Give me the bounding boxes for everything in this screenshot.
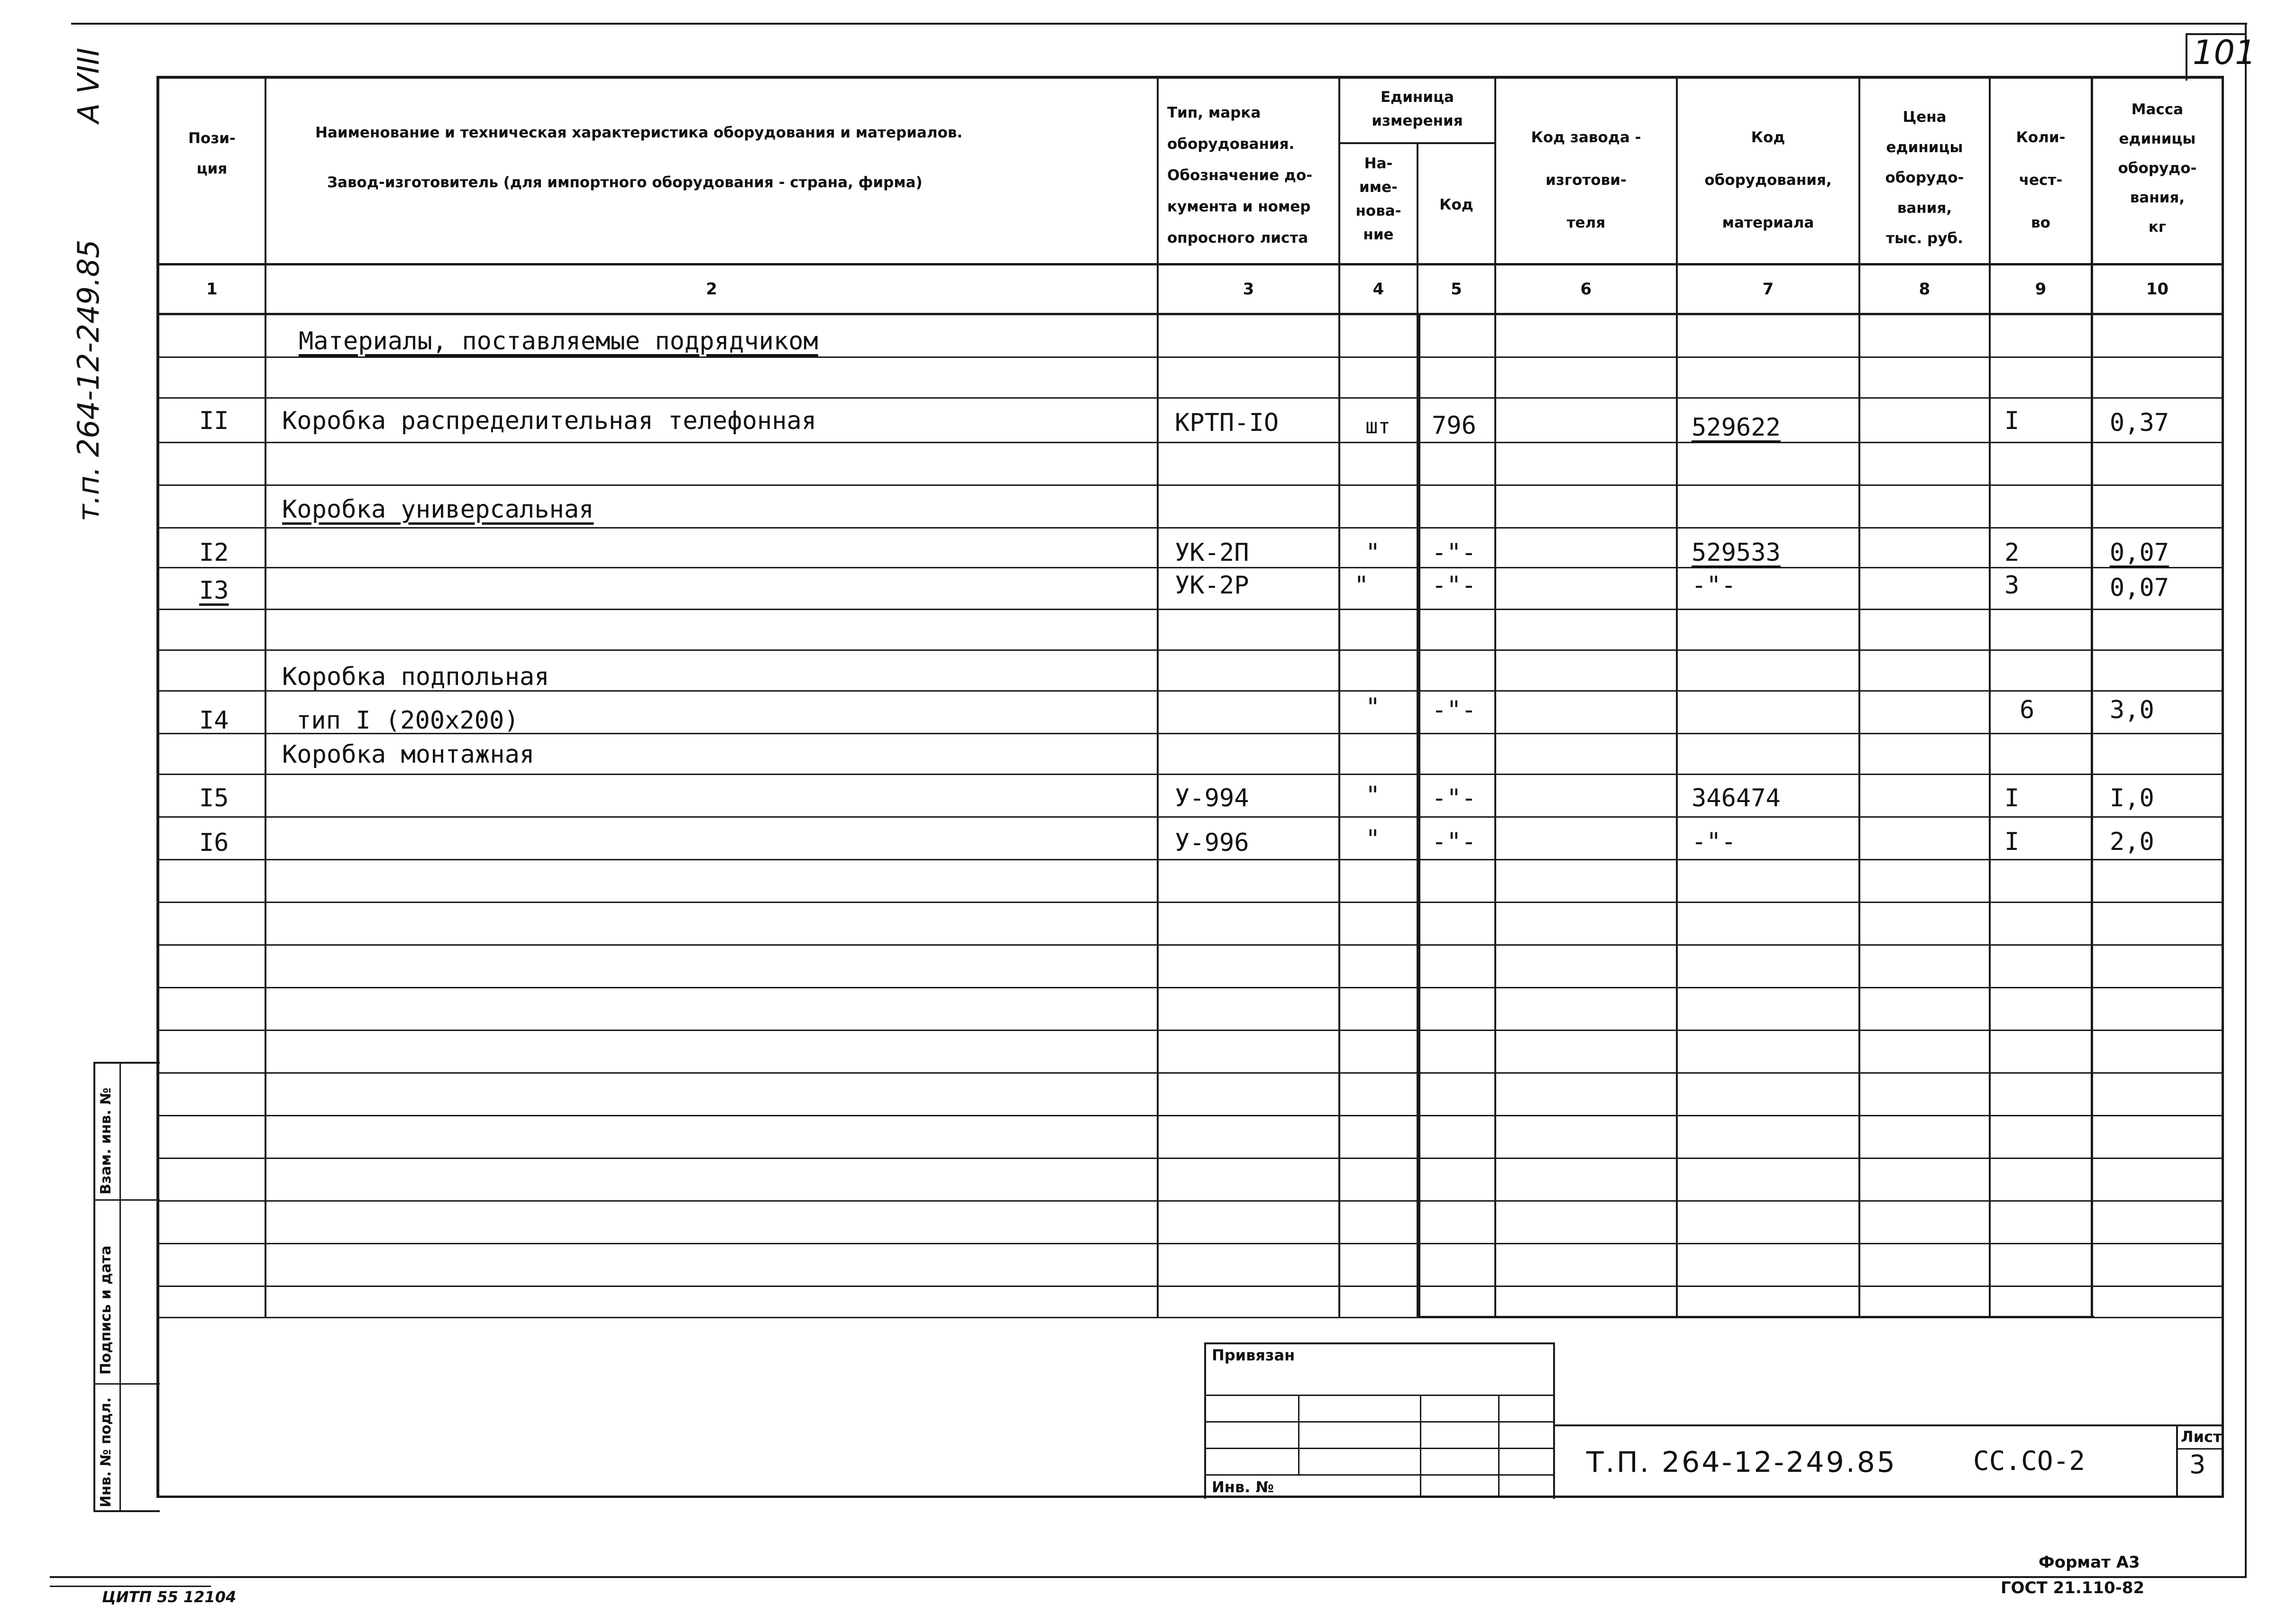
stamp-inventory-label: Инв. № bbox=[1212, 1478, 1274, 1496]
stamp-rule bbox=[1204, 1474, 1555, 1476]
row-rule bbox=[156, 859, 2223, 860]
row-unit: " bbox=[1365, 781, 1381, 810]
row-rule bbox=[156, 527, 2223, 529]
row-mass: 0,37 bbox=[2110, 409, 2169, 437]
row-rule bbox=[156, 1072, 2223, 1074]
row-type: У-996 bbox=[1175, 829, 1249, 857]
side-field-original-inventory: Инв. № подл. bbox=[98, 1397, 114, 1507]
row-type: У-994 bbox=[1175, 784, 1249, 812]
row-heading-floor-box: Коробка подпольная bbox=[282, 663, 549, 691]
col-rule-2 bbox=[1157, 76, 1159, 1318]
side-album-number: А VIII bbox=[71, 47, 106, 123]
colnum-4: 4 bbox=[1372, 280, 1384, 299]
row-mass: 0,07 bbox=[2110, 574, 2169, 602]
row-position: I6 bbox=[199, 829, 229, 857]
side-strip-sep bbox=[93, 1383, 160, 1385]
stamp-linked-label: Привязан bbox=[1212, 1346, 1295, 1364]
stamp-vrule bbox=[1298, 1395, 1299, 1475]
header-type: Тип, марка оборудования. Обозначение до- кумента и номер опросного листа bbox=[1167, 104, 1313, 246]
row-rule bbox=[156, 1115, 2223, 1116]
header-position: Пози- ция bbox=[188, 130, 236, 177]
col-rule-5 bbox=[1494, 76, 1496, 1318]
row-material-code: -"- bbox=[1692, 828, 1736, 856]
col-rule-9 bbox=[2091, 76, 2093, 1318]
row-unit-code: -"- bbox=[1432, 538, 1476, 567]
side-strip-sep bbox=[93, 1199, 160, 1201]
stamp-vrule bbox=[1420, 1395, 1421, 1498]
header-mass: Масса единицы оборудо- вания, кг bbox=[2118, 101, 2197, 236]
row-quantity: I bbox=[2004, 784, 2020, 812]
row-position: I5 bbox=[199, 784, 229, 812]
row-position: I4 bbox=[199, 706, 229, 735]
row-rule bbox=[156, 649, 2223, 651]
row-mass: 0,07 bbox=[2110, 538, 2169, 567]
header-material-code: Код оборудования, материала bbox=[1704, 129, 1832, 231]
row-rule bbox=[156, 1286, 2223, 1287]
row-rule bbox=[156, 774, 2223, 775]
row-rule bbox=[156, 567, 2223, 568]
row-quantity: 6 bbox=[2020, 696, 2035, 724]
row-unit-code: -"- bbox=[1432, 828, 1476, 856]
table-bottom bbox=[156, 1496, 2223, 1498]
top-rule bbox=[71, 23, 2247, 25]
colnum-2: 2 bbox=[706, 280, 717, 299]
row-type: КРТП-IO bbox=[1175, 409, 1279, 437]
row-rule bbox=[156, 1243, 2223, 1244]
row-rule bbox=[156, 609, 2223, 610]
table-right bbox=[2222, 76, 2224, 1498]
row-mass: I,0 bbox=[2110, 784, 2154, 812]
row-material-code: 529533 bbox=[1692, 538, 1781, 567]
row-material-code: -"- bbox=[1692, 571, 1736, 600]
header-name-line1: Наименование и техническая характеристика оборудования и материалов. bbox=[315, 124, 963, 141]
colnum-9: 9 bbox=[2035, 280, 2047, 299]
stamp-top bbox=[1204, 1342, 1555, 1344]
side-field-signature-date: Подпись и дата bbox=[98, 1245, 114, 1375]
stamp-mark: СС.СО-2 bbox=[1973, 1446, 2086, 1477]
footer-citp: ЦИТП 55 12104 bbox=[102, 1588, 237, 1606]
row-rule bbox=[156, 944, 2223, 946]
side-strip-bottom bbox=[93, 1510, 160, 1512]
row-name: тип I (200x200) bbox=[296, 706, 519, 735]
row-unit: шт bbox=[1365, 414, 1390, 438]
row-heading-universal: Коробка универсальная bbox=[282, 495, 594, 524]
row-position: I2 bbox=[199, 538, 229, 567]
row-unit-code: 796 bbox=[1432, 411, 1476, 440]
row-unit: " bbox=[1354, 571, 1369, 600]
col-rule-8 bbox=[1989, 76, 1991, 1318]
row-name: Коробка распределительная телефонная bbox=[282, 407, 817, 435]
row-rule bbox=[156, 397, 2223, 399]
row-material-code: 346474 bbox=[1692, 784, 1781, 812]
bottom-rule bbox=[50, 1576, 2247, 1578]
header-name-line2: Завод-изготовитель (для импортного оборудования - страна, фирма) bbox=[327, 174, 923, 191]
row-rule bbox=[156, 484, 2223, 486]
row-rule bbox=[156, 1158, 2223, 1159]
row-rule bbox=[156, 356, 2223, 358]
colnum-bottom bbox=[156, 313, 2223, 315]
row-rule bbox=[156, 1030, 2223, 1031]
stamp-rule bbox=[1204, 1448, 1555, 1449]
header-price: Цена единицы оборудо- вания, тыс. руб. bbox=[1885, 109, 1964, 247]
row-rule bbox=[156, 1317, 2223, 1318]
colnum-1: 1 bbox=[206, 280, 218, 299]
colnum-8: 8 bbox=[1919, 280, 1930, 299]
side-field-replaced-inventory: Взам. инв. № bbox=[98, 1087, 114, 1195]
title-block-top bbox=[1553, 1424, 2224, 1426]
side-strip-divider bbox=[119, 1062, 121, 1512]
header-unit-code: Код bbox=[1439, 196, 1473, 213]
row-type: УК-2П bbox=[1175, 538, 1249, 567]
row-unit: " bbox=[1365, 538, 1381, 567]
row-heading-mounting-box: Коробка монтажная bbox=[282, 740, 535, 769]
row-rule bbox=[156, 442, 2223, 443]
row-rule bbox=[156, 816, 2223, 818]
colnum-3: 3 bbox=[1243, 280, 1254, 299]
row-quantity: 3 bbox=[2004, 571, 2020, 600]
sheet-label: Лист bbox=[2181, 1428, 2222, 1446]
row-unit: " bbox=[1365, 825, 1381, 853]
row-rule bbox=[156, 987, 2223, 988]
row-heading-materials: Материалы, поставляемые подрядчиком bbox=[299, 327, 818, 356]
row-mass: 3,0 bbox=[2110, 696, 2154, 724]
colnum-7: 7 bbox=[1762, 280, 1774, 299]
header-quantity: Коли- чест- во bbox=[2016, 129, 2066, 231]
row-unit: " bbox=[1365, 693, 1381, 721]
row-rule bbox=[156, 902, 2223, 903]
col-rule-6 bbox=[1676, 76, 1678, 1318]
colnum-6: 6 bbox=[1580, 280, 1592, 299]
sheet-number: 3 bbox=[2189, 1450, 2206, 1479]
row-quantity: 2 bbox=[2004, 538, 2020, 567]
side-strip-top bbox=[93, 1062, 160, 1064]
col-rule-3 bbox=[1338, 76, 1340, 1318]
header-unit-group: Единица измерения bbox=[1372, 89, 1463, 129]
footer-format: Формат А3 bbox=[2039, 1553, 2140, 1572]
stamp-vrule bbox=[1498, 1395, 1500, 1498]
col-rule-7 bbox=[1858, 76, 1860, 1318]
row-unit-code: -"- bbox=[1432, 784, 1476, 812]
header-factory-code: Код завода - изготови- теля bbox=[1531, 129, 1641, 231]
stamp-rule bbox=[1204, 1395, 1555, 1396]
row-material-code: 529622 bbox=[1692, 413, 1781, 442]
row-unit-code: -"- bbox=[1432, 571, 1476, 600]
colnum-5: 5 bbox=[1451, 280, 1462, 299]
colnum-10: 10 bbox=[2146, 280, 2169, 299]
row-type: УК-2Р bbox=[1175, 571, 1249, 600]
unit-group-rule bbox=[1338, 142, 1496, 144]
sheet-box-left bbox=[2176, 1424, 2178, 1498]
row-unit-code: -"- bbox=[1432, 696, 1476, 724]
footer-gost: ГОСТ 21.110-82 bbox=[2001, 1578, 2145, 1597]
stamp-rule bbox=[1204, 1421, 1555, 1423]
row-rule bbox=[156, 1200, 2223, 1202]
row-mass: 2,0 bbox=[2110, 828, 2154, 856]
footer-rule-left bbox=[50, 1586, 211, 1587]
col-rule-1 bbox=[265, 76, 266, 1318]
stamp-document-code: Т.П. 264-12-249.85 bbox=[1586, 1446, 1897, 1479]
row-quantity: I bbox=[2004, 407, 2020, 435]
row-position: II bbox=[199, 407, 229, 435]
page-number: 101 bbox=[2193, 33, 2256, 72]
row-position: I3 bbox=[199, 576, 229, 605]
row-quantity: I bbox=[2004, 828, 2020, 856]
header-unit-name: На- име- нова- ние bbox=[1355, 155, 1401, 243]
page-number-box-left bbox=[2186, 33, 2187, 81]
side-strip-left bbox=[93, 1062, 95, 1512]
table-top bbox=[156, 76, 2223, 79]
right-rule bbox=[2245, 23, 2247, 1578]
side-document-code: т.п. 264-12-249.85 bbox=[71, 239, 106, 521]
